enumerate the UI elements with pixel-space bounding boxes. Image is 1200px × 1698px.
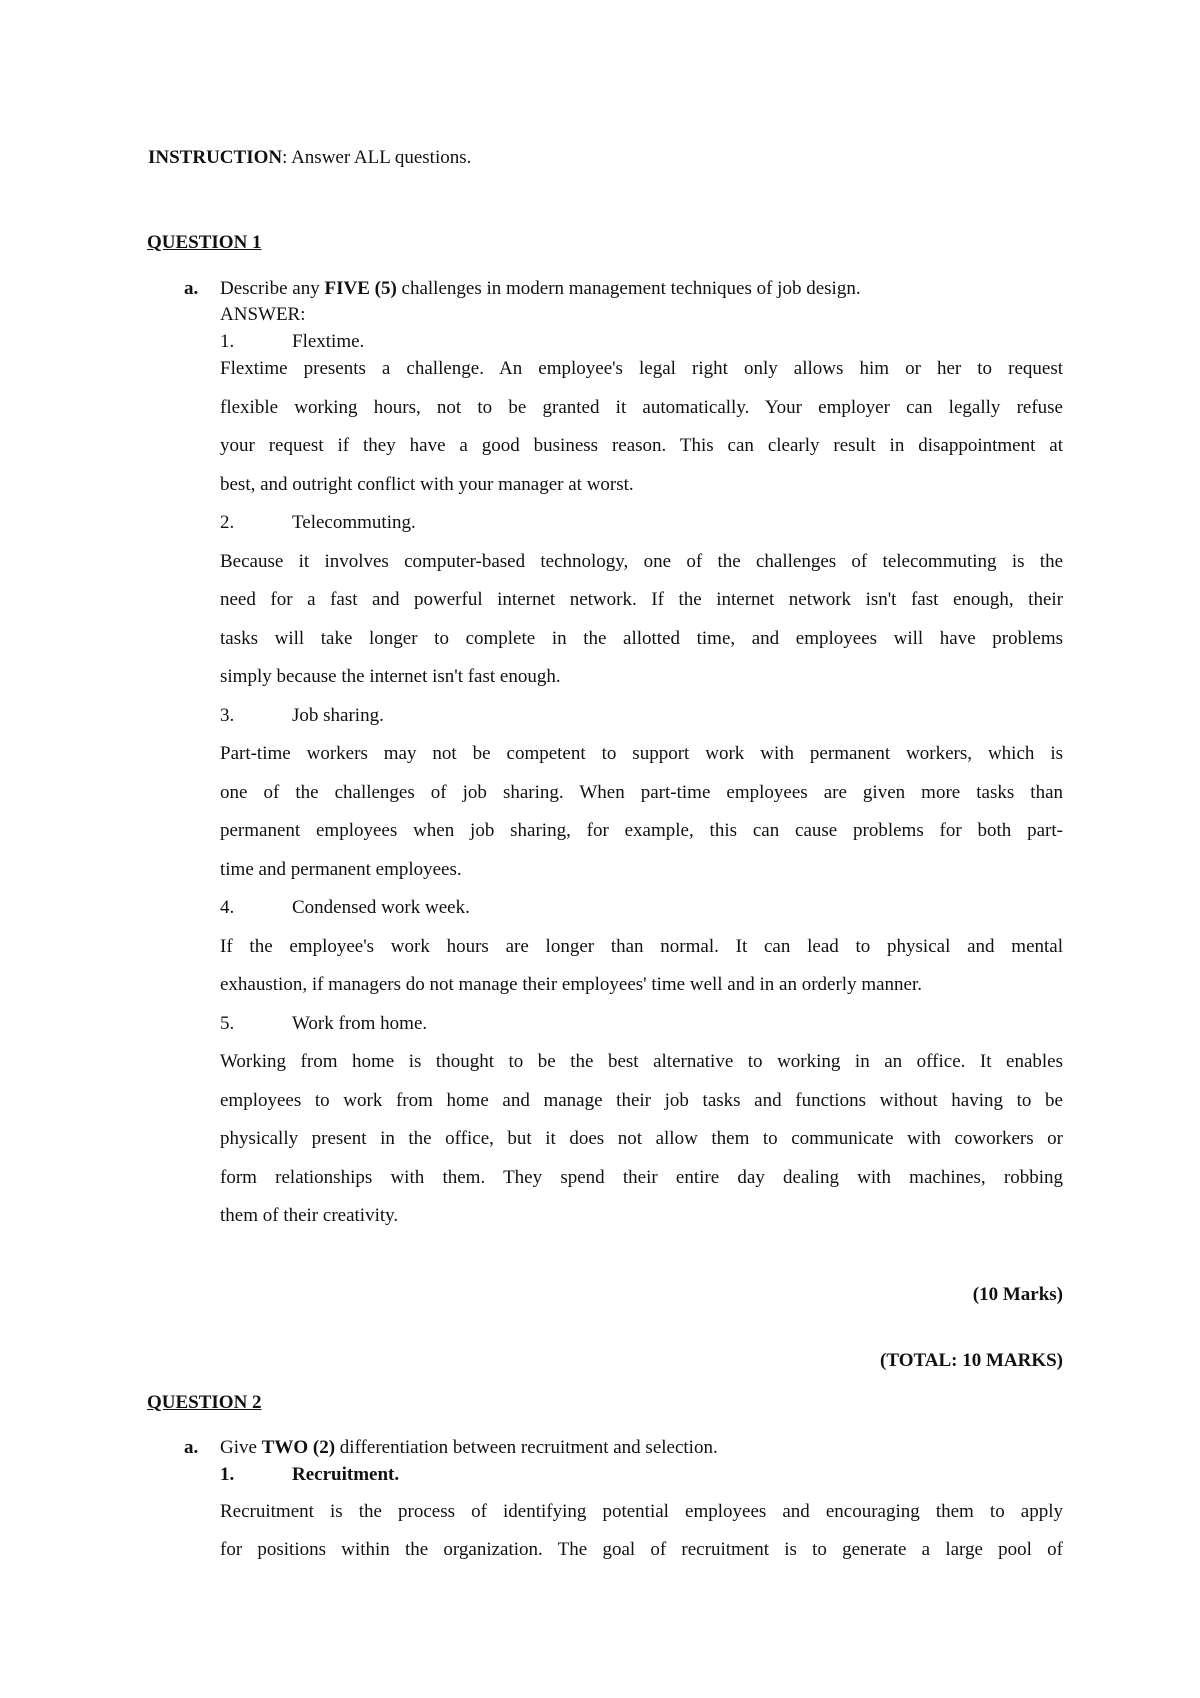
q1-item-3-line-3: permanent employees when job sharing, for example, this can cause problems for both part- xyxy=(220,820,1063,841)
q1-item-1-line-3: your request if they have a good business reason. This can clearly result in disappointment at xyxy=(220,435,1063,456)
q1-prompt-post: challenges in modern management techniques of job design. xyxy=(396,278,861,299)
q1-item-3-title xyxy=(220,704,384,728)
q2-prompt-bold: TWO (2) xyxy=(261,1437,336,1458)
q1-item-3-title-text: Job sharing. xyxy=(292,705,384,726)
q1-item-1-line-2: flexible working hours, not to be granted it automatically. Your employer can legally refuse xyxy=(220,397,1063,418)
q1-item-1-number: 1. xyxy=(220,331,235,352)
q2-item-1-line-2: for positions within the organization. The goal of recruitment is to generate a large pool of xyxy=(220,1539,1063,1560)
q1-item-5-line-2: employees to work from home and manage their job tasks and functions without having to be xyxy=(220,1090,1063,1111)
q1-item-3-line-1: Part-time workers may not be competent to support work with permanent workers, which is xyxy=(220,743,1063,764)
q1-item-1-title-text: Flextime. xyxy=(292,331,365,352)
q1-item-5-line-3: physically present in the office, but it does not allow them to communicate with coworkers or xyxy=(220,1128,1063,1149)
q1-item-2-title-text: Telecommuting. xyxy=(292,512,416,533)
q1-item-5-title xyxy=(220,1012,427,1036)
q2-item-1-number: 1. xyxy=(220,1464,235,1485)
q1-item-marker: a. xyxy=(184,278,199,299)
q1-prompt-pre: Describe any xyxy=(220,278,325,299)
q2-item-1-line-1: Recruitment is the process of identifying potential employees and encouraging them to apply xyxy=(220,1501,1063,1522)
question-2-heading: QUESTION 2 xyxy=(147,1392,262,1413)
instruction-line xyxy=(148,146,471,170)
q1-item-2-number: 2. xyxy=(220,512,235,533)
q1-item-5-line-1: Working from home is thought to be the best alternative to working in an office. It enables xyxy=(220,1051,1063,1072)
q1-item-4-title-text: Condensed work week. xyxy=(292,897,470,918)
q1-item-5-title-text: Work from home. xyxy=(292,1013,428,1034)
q1-item-2-line-3: tasks will take longer to complete in the allotted time, and employees will have problems xyxy=(220,628,1063,649)
q1-item-1-title xyxy=(220,330,364,354)
answer-label: ANSWER: xyxy=(220,304,306,325)
q2-item-marker: a. xyxy=(184,1437,199,1458)
q1-item-3-line-2: one of the challenges of job sharing. When part-time employees are given more tasks than xyxy=(220,782,1063,803)
q1-item-2-line-1: Because it involves computer-based technology, one of the challenges of telecommuting is the xyxy=(220,551,1063,572)
q1-total-marks: (TOTAL: 10 MARKS) xyxy=(880,1350,1063,1371)
q1-item-2-title xyxy=(220,511,416,535)
instruction-label: INSTRUCTION xyxy=(148,147,283,168)
q1-item-4-title xyxy=(220,896,470,920)
q2-item-1-title-text: Recruitment. xyxy=(292,1464,400,1485)
q1-prompt-bold: FIVE (5) xyxy=(324,278,397,299)
q1-item-1-line-4: best, and outright conflict with your manager at worst. xyxy=(220,474,634,495)
q2-item-1-title xyxy=(220,1463,399,1487)
q1-item-5-number: 5. xyxy=(220,1013,235,1034)
q2-prompt xyxy=(220,1436,718,1460)
q1-item-3-number: 3. xyxy=(220,705,235,726)
q1-item-4-line-2: exhaustion, if managers do not manage their employees' time well and in an orderly manner. xyxy=(220,974,922,995)
q1-item-4-number: 4. xyxy=(220,897,235,918)
q2-prompt-pre: Give xyxy=(220,1437,262,1458)
q1-prompt xyxy=(220,277,861,301)
q1-marks: (10 Marks) xyxy=(972,1284,1063,1305)
q1-item-2-line-4: simply because the internet isn't fast enough. xyxy=(220,666,561,687)
q1-item-5-line-5: them of their creativity. xyxy=(220,1205,399,1226)
instruction-text: : Answer ALL questions. xyxy=(282,147,472,168)
q1-item-5-line-4: form relationships with them. They spend their entire day dealing with machines, robbing xyxy=(220,1167,1063,1188)
q1-item-3-line-4: time and permanent employees. xyxy=(220,859,462,880)
q1-item-1-line-1: Flextime presents a challenge. An employee's legal right only allows him or her to request xyxy=(220,358,1063,379)
q1-item-2-line-2: need for a fast and powerful internet network. If the internet network isn't fast enough, their xyxy=(220,589,1063,610)
q1-item-4-line-1: If the employee's work hours are longer than normal. It can lead to physical and mental xyxy=(220,936,1063,957)
question-1-heading: QUESTION 1 xyxy=(147,232,262,253)
q2-prompt-post: differentiation between recruitment and selection. xyxy=(335,1437,718,1458)
